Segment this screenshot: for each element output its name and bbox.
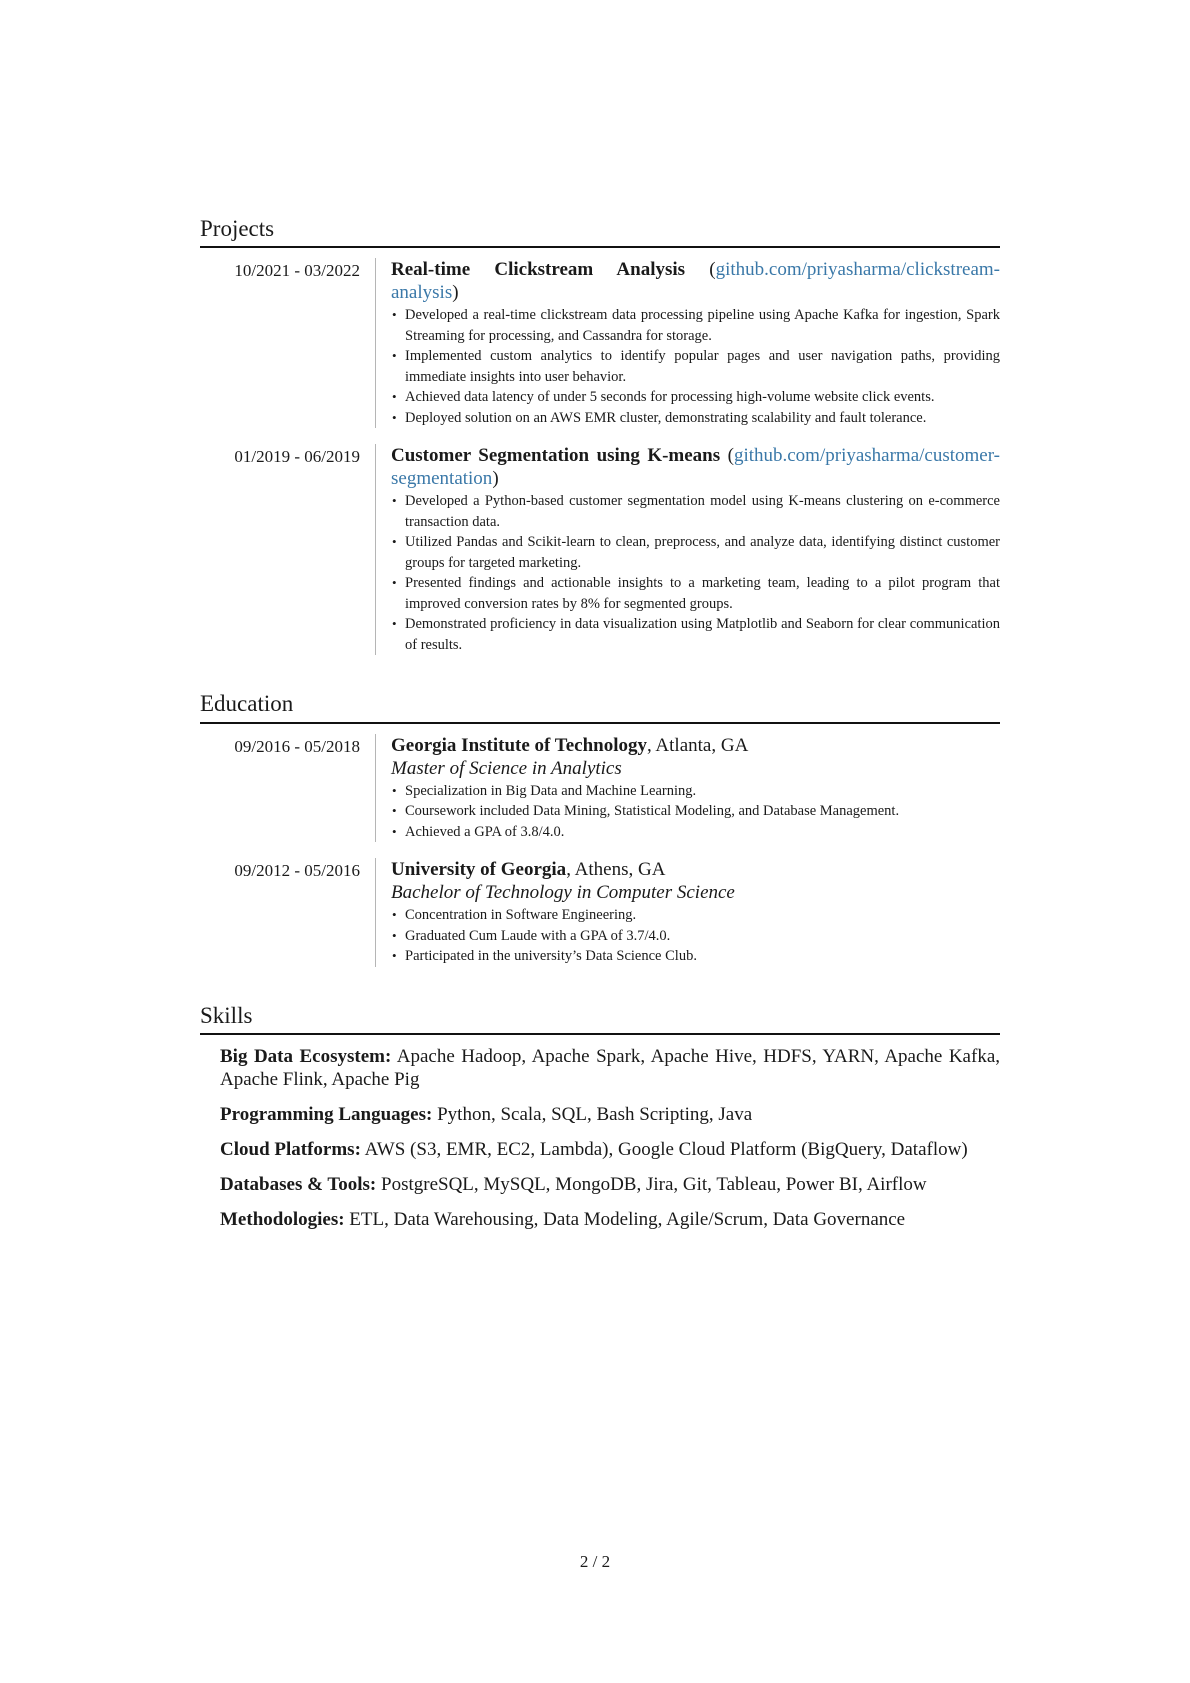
institution-name: Georgia Institute of Technology xyxy=(391,734,647,756)
bullet-item: • Concentration in Software Engineering. xyxy=(391,905,1000,926)
bullet-item: • Utilized Pandas and Scikit-learn to clean, preprocess, and analyze data, identifying distinct customer groups for targeted marketing. xyxy=(391,532,1000,573)
entry-date: 09/2012 - 05/2016 xyxy=(234,861,360,881)
skill-row xyxy=(220,1208,1000,1231)
skills-section xyxy=(200,1003,1000,1231)
bullet-item: • Presented findings and actionable insights to a marketing team, leading to a pilot program that improved conversion rates by 8% for segmented groups. xyxy=(391,573,1000,614)
project-name: Customer Segmentation using K-means xyxy=(391,445,721,467)
project-entry xyxy=(200,444,1000,655)
project-title xyxy=(391,444,1000,490)
skill-row xyxy=(220,1173,1000,1196)
entry-date: 01/2019 - 06/2019 xyxy=(234,447,360,467)
degree: Bachelor of Technology in Computer Science xyxy=(391,882,735,904)
skill-category: Big Data Ecosystem: xyxy=(220,1046,392,1068)
education-entry xyxy=(200,858,1000,967)
entry-body xyxy=(375,444,1000,655)
section-title-education: Education xyxy=(200,691,1000,723)
skill-items: PostgreSQL, MySQL, MongoDB, Jira, Git, Tableau, Power BI, Airflow xyxy=(376,1174,927,1196)
bullet-item: • Graduated Cum Laude with a GPA of 3.7/4.0. xyxy=(391,926,1000,947)
project-link[interactable]: github.com/priyasharma/clickstream-analysis xyxy=(391,259,1001,304)
institution-location: , Atlanta, GA xyxy=(646,734,749,756)
skill-category: Databases & Tools: xyxy=(220,1174,377,1196)
bullet-item: • Deployed solution on an AWS EMR cluster, demonstrating scalability and fault tolerance. xyxy=(391,408,1000,429)
link-open-paren: ( xyxy=(709,259,716,281)
skill-row xyxy=(220,1138,1000,1161)
institution-location: , Athens, GA xyxy=(566,859,666,881)
project-link[interactable]: github.com/priyasharma/customer-segmentation xyxy=(391,445,1001,490)
institution-line xyxy=(391,734,1000,757)
bullet-item: • Coursework included Data Mining, Statistical Modeling, and Database Management. xyxy=(391,801,1000,822)
link-close-paren: ) xyxy=(492,468,499,490)
skill-category: Methodologies: xyxy=(220,1209,345,1231)
bullet-item: • Achieved a GPA of 3.8/4.0. xyxy=(391,822,1000,843)
skill-row xyxy=(220,1045,1000,1091)
degree: Master of Science in Analytics xyxy=(391,757,622,779)
bullet-item: • Specialization in Big Data and Machine Learning. xyxy=(391,781,1000,802)
skill-items: Apache Hadoop, Apache Spark, Apache Hive, HDFS, YARN, Apache Kafka, Apache Flink, Apache Pig xyxy=(220,1046,1000,1091)
entry-date: 10/2021 - 03/2022 xyxy=(234,261,360,281)
link-close-paren: ) xyxy=(452,282,459,304)
skill-row xyxy=(220,1103,1000,1126)
education-entry xyxy=(200,734,1000,843)
institution-name: University of Georgia xyxy=(391,859,567,881)
bullet-item: • Implemented custom analytics to identify popular pages and user navigation paths, providing immediate insights into user behavior. xyxy=(391,346,1000,387)
skill-category: Cloud Platforms: xyxy=(220,1139,361,1161)
skill-items: AWS (S3, EMR, EC2, Lambda), Google Cloud Platform (BigQuery, Dataflow) xyxy=(360,1139,968,1161)
project-entry xyxy=(200,258,1000,428)
bullet-list xyxy=(391,491,1000,655)
skill-category: Programming Languages: xyxy=(220,1104,433,1126)
education-section xyxy=(200,691,1000,966)
entry-body xyxy=(375,858,1000,967)
entry-body xyxy=(375,258,1000,428)
entry-date: 09/2016 - 05/2018 xyxy=(234,736,360,756)
entry-body xyxy=(375,734,1000,843)
skill-items: Python, Scala, SQL, Bash Scripting, Java xyxy=(432,1104,753,1126)
bullet-list xyxy=(391,305,1000,428)
projects-section xyxy=(200,216,1000,655)
bullet-list xyxy=(391,781,1000,843)
bullet-item: • Demonstrated proficiency in data visualization using Matplotlib and Seaborn for clear communication of results. xyxy=(391,614,1000,655)
project-title xyxy=(391,258,1000,304)
section-title-projects: Projects xyxy=(200,216,1000,248)
skill-items: ETL, Data Warehousing, Data Modeling, Agile/Scrum, Data Governance xyxy=(344,1209,906,1231)
page-number: 2 / 2 xyxy=(579,1552,611,1571)
bullet-item: • Achieved data latency of under 5 seconds for processing high-volume website click events. xyxy=(391,387,1000,408)
institution-line xyxy=(391,858,1000,881)
skills-list xyxy=(200,1035,1000,1231)
bullet-item: • Developed a Python-based customer segmentation model using K-means clustering on e-commerce transaction data. xyxy=(391,491,1000,532)
bullet-list xyxy=(391,905,1000,967)
bullet-item: • Developed a real-time clickstream data processing pipeline using Apache Kafka for ingestion, Spark Streaming for processing, and Cassandra for storage. xyxy=(391,305,1000,346)
bullet-item: • Participated in the university’s Data Science Club. xyxy=(391,946,1000,967)
link-open-paren: ( xyxy=(727,445,734,467)
project-name: Real-time Clickstream Analysis xyxy=(391,259,686,281)
section-title-skills: Skills xyxy=(200,1003,1000,1035)
resume-page xyxy=(200,216,1000,1267)
